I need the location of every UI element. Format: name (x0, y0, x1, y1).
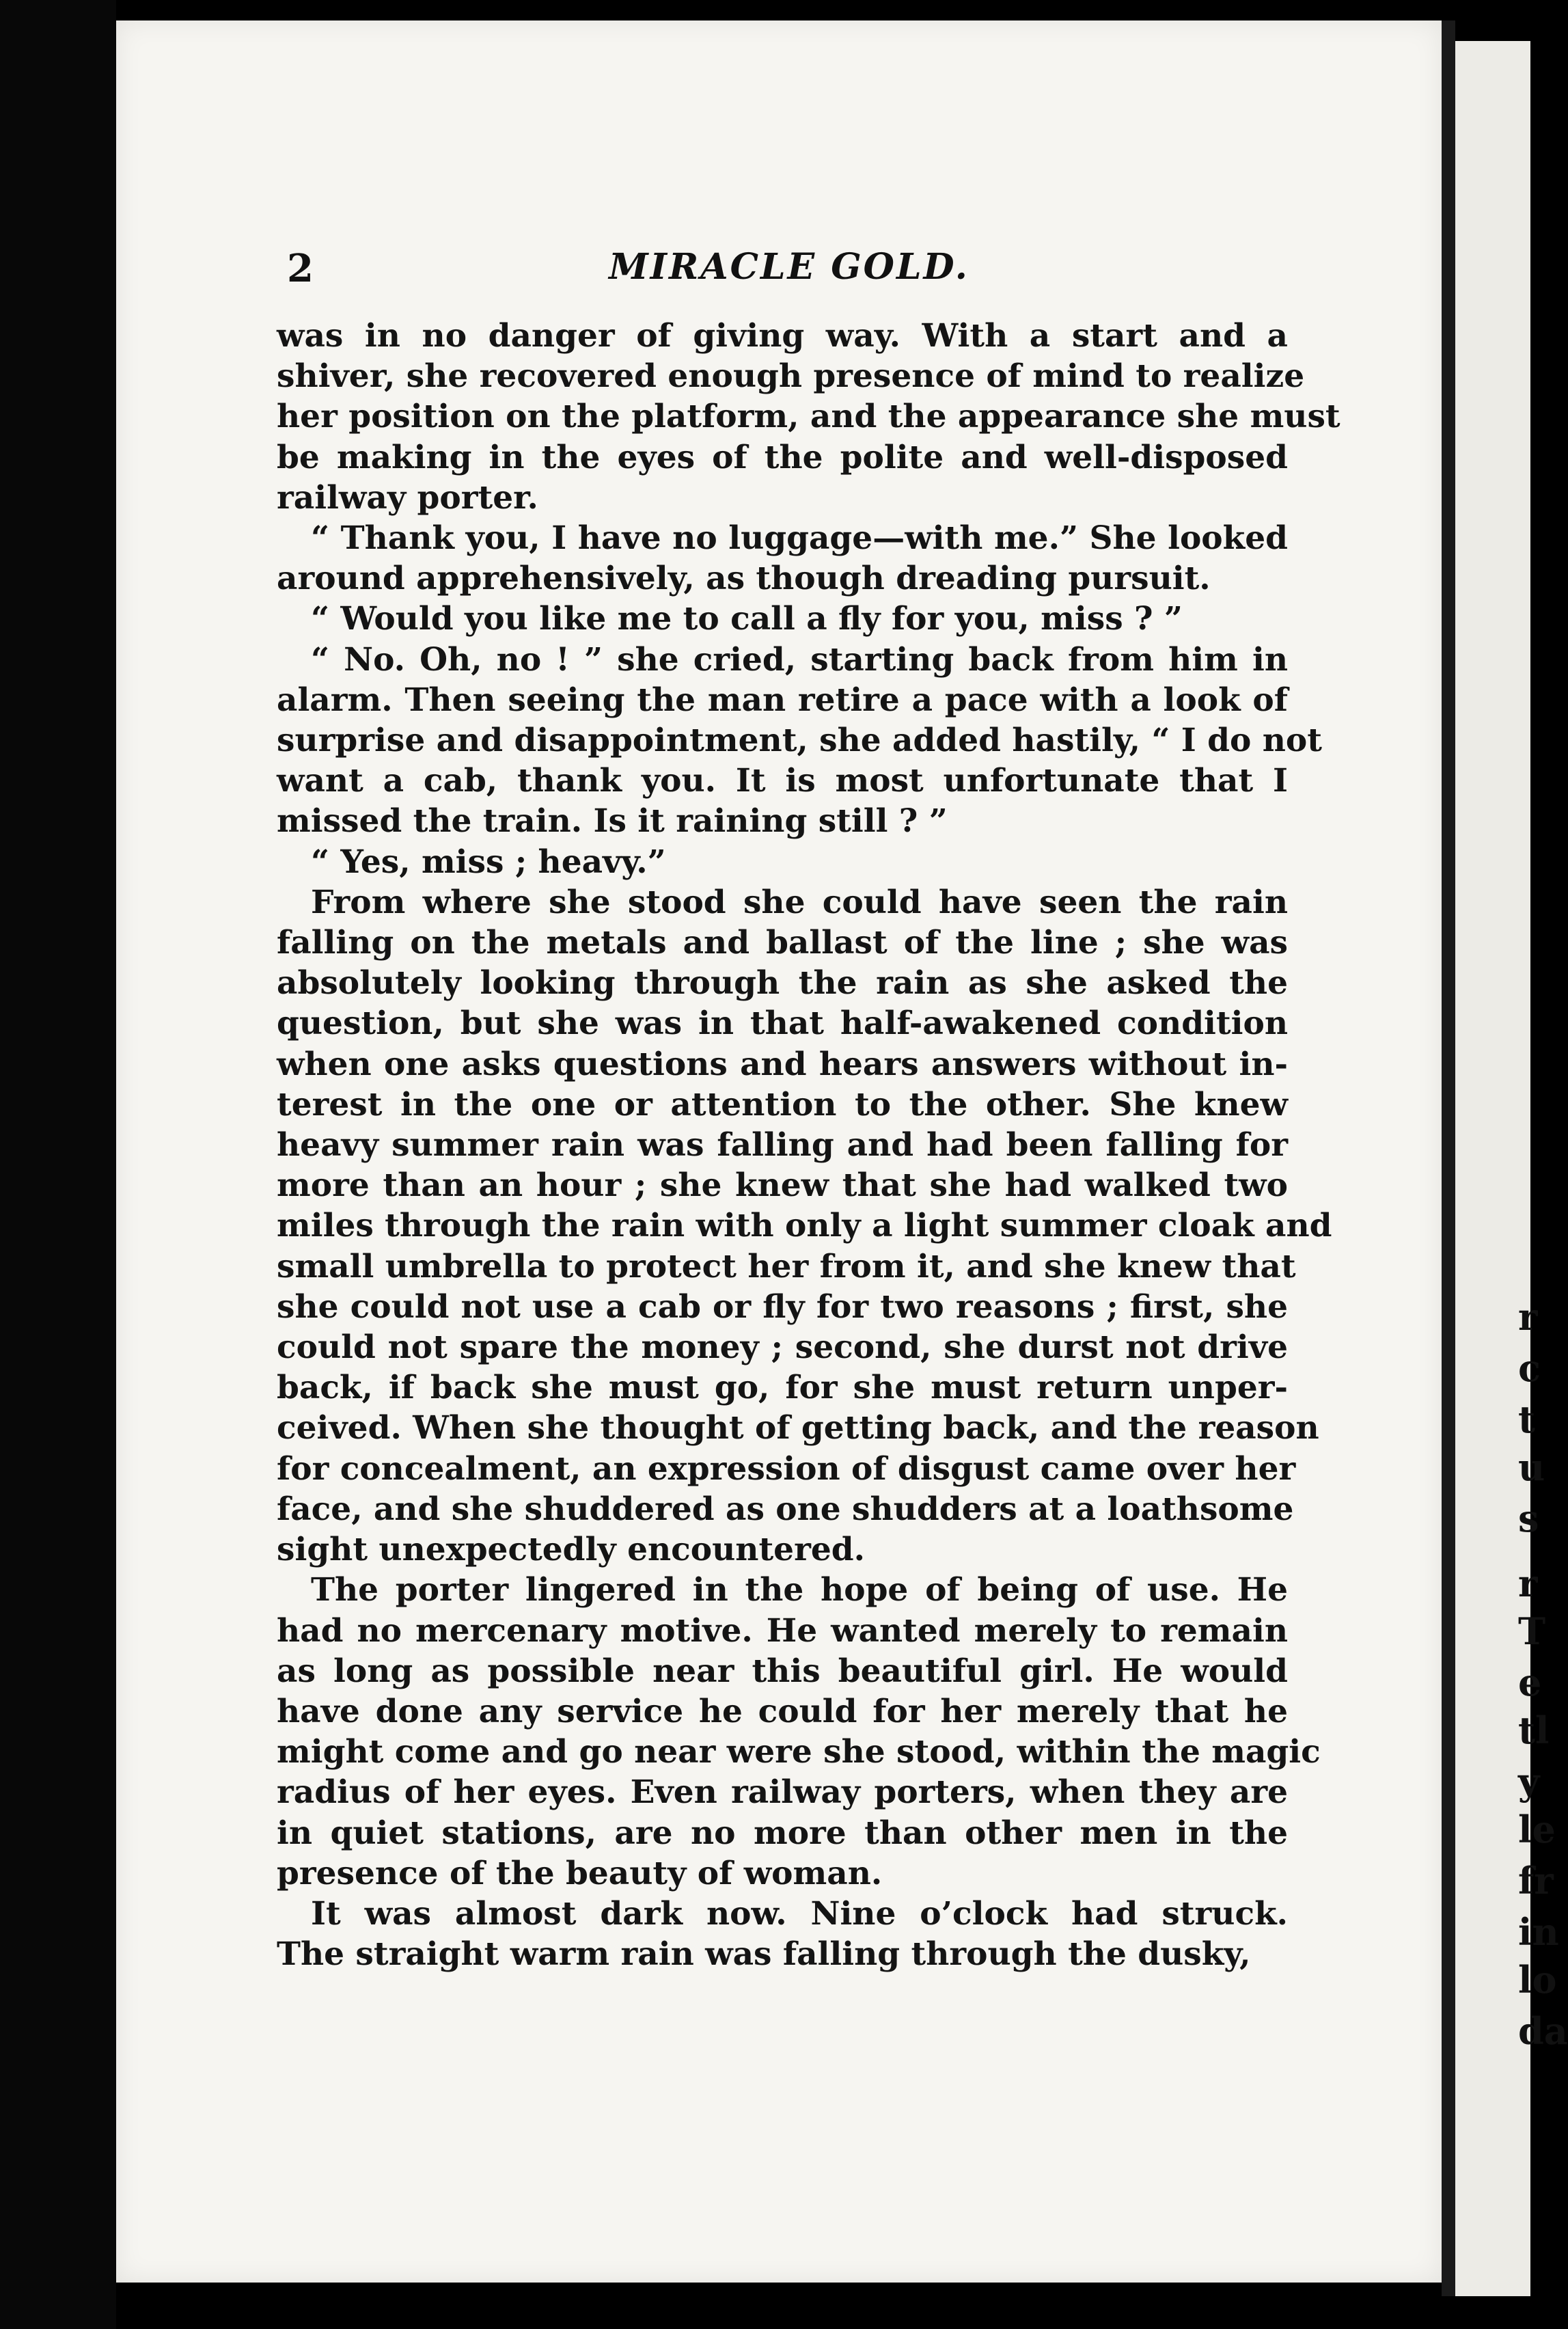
paragraph (277, 640, 1322, 842)
text-line: railway porter. (277, 478, 538, 517)
text-line: as long as possible near this beautiful girl. He would (277, 1652, 1288, 1690)
text-line: around apprehensively, as though dreading pursuit. (277, 560, 1211, 598)
text-line: “ Would you like me to call a fly for you, miss ? ” (311, 600, 1183, 638)
facing-page-fragment: r (1518, 1562, 1538, 1605)
paragraph (277, 599, 1288, 639)
text-line: had no mercenary motive. He wanted merely to remain (277, 1611, 1288, 1650)
text-line: ceived. When she thought of getting back, and the reason (277, 1409, 1319, 1447)
text-line: absolutely looking through the rain as she asked the (277, 964, 1288, 1003)
text-line: have done any service he could for her merely that he (277, 1692, 1288, 1730)
facing-page-fragment: y (1518, 1760, 1540, 1803)
text-line: might come and go near were she stood, within the magic (277, 1733, 1321, 1771)
text-line: be making in the eyes of the polite and well-disposed (277, 438, 1288, 476)
text-line: heavy summer rain was falling and had been falling for (277, 1126, 1288, 1164)
text-line: face, and she shuddered as one shudders at a loathsome (277, 1490, 1294, 1528)
body-text (277, 316, 1340, 1974)
text-line: radius of her eyes. Even railway porters, when they are (277, 1773, 1288, 1812)
facing-page-fragment: le (1518, 1808, 1556, 1851)
facing-page-fragment: u (1518, 1445, 1545, 1489)
facing-page-fragment: da (1518, 2009, 1568, 2053)
text-line: when one asks questions and hears answers without in- (277, 1045, 1288, 1083)
book-spine (1442, 21, 1455, 2296)
facing-page-fragment: in (1518, 1910, 1559, 1954)
text-line: sight unexpectedly encountered. (277, 1531, 865, 1569)
text-line: From where she stood she could have seen the rain (311, 883, 1288, 921)
page-header (287, 246, 1291, 301)
text-line: question, but she was in that half-awakened condition (277, 1005, 1288, 1043)
text-line: want a cab, thank you. It is most unfortunate that I (277, 762, 1288, 800)
text-line: in quiet stations, are no more than other men in the (277, 1814, 1288, 1852)
paragraph (277, 1894, 1288, 1974)
facing-page-fragment: e (1518, 1661, 1542, 1704)
scan-background (0, 0, 116, 2329)
text-line: shiver, she recovered enough presence of mind to realize (277, 357, 1305, 396)
facing-page-edge (1455, 41, 1568, 2296)
text-line: alarm. Then seeing the man retire a pace with a look of (277, 681, 1288, 719)
text-line: The straight warm rain was falling through the dusky, (277, 1935, 1251, 1974)
facing-page-fragment: T (1518, 1609, 1546, 1653)
text-line: falling on the metals and ballast of the line ; she was (277, 924, 1288, 962)
text-line: back, if back she must go, for she must return unper- (277, 1369, 1288, 1407)
text-line: more than an hour ; she knew that she had walked two (277, 1167, 1288, 1205)
text-line: was in no danger of giving way. With a start and a (277, 317, 1288, 355)
text-line: her position on the platform, and the appearance she must (277, 398, 1340, 436)
facing-page-fragment: r (1518, 1295, 1538, 1339)
page-number: 2 (287, 246, 314, 291)
text-line: “ Thank you, I have no luggage—with me.” She looked (311, 519, 1288, 558)
facing-page-fragment: c (1518, 1346, 1541, 1390)
facing-page-fragment: s (1518, 1497, 1539, 1540)
text-line: “ No. Oh, no ! ” she cried, starting back from him in (311, 640, 1288, 679)
paragraph (277, 882, 1332, 1570)
text-line: missed the train. Is it raining still ? ” (277, 802, 948, 841)
paragraph (277, 842, 1288, 882)
text-line: It was almost dark now. Nine o’clock had struck. (311, 1894, 1288, 1933)
paragraph (277, 316, 1340, 518)
paragraph (277, 1570, 1321, 1894)
text-line: small umbrella to protect her from it, and she knew that (277, 1247, 1296, 1285)
facing-page-fragment: lo (1518, 1958, 1557, 2002)
text-line: The porter lingered in the hope of being of use. He (311, 1571, 1288, 1609)
text-line: could not spare the money ; second, she durst not drive (277, 1329, 1288, 1367)
facing-page-fragment: t (1518, 1398, 1535, 1441)
text-line: for concealment, an expression of disgust came over her (277, 1449, 1296, 1488)
facing-page-fragment: fr (1518, 1859, 1554, 1903)
text-line: presence of the beauty of woman. (277, 1854, 883, 1892)
facing-page-fragment: tl (1518, 1708, 1550, 1752)
text-line: “ Yes, miss ; heavy.” (311, 843, 666, 881)
running-title: MIRACLE GOLD. (609, 246, 969, 288)
text-line: miles through the rain with only a light summer cloak and (277, 1207, 1332, 1245)
text-line: she could not use a cab or fly for two reasons ; first, she (277, 1288, 1288, 1326)
text-line: surprise and disappointment, she added hastily, “ I do not (277, 722, 1322, 760)
text-line: terest in the one or attention to the other. She knew (277, 1085, 1288, 1123)
paragraph (277, 518, 1288, 599)
